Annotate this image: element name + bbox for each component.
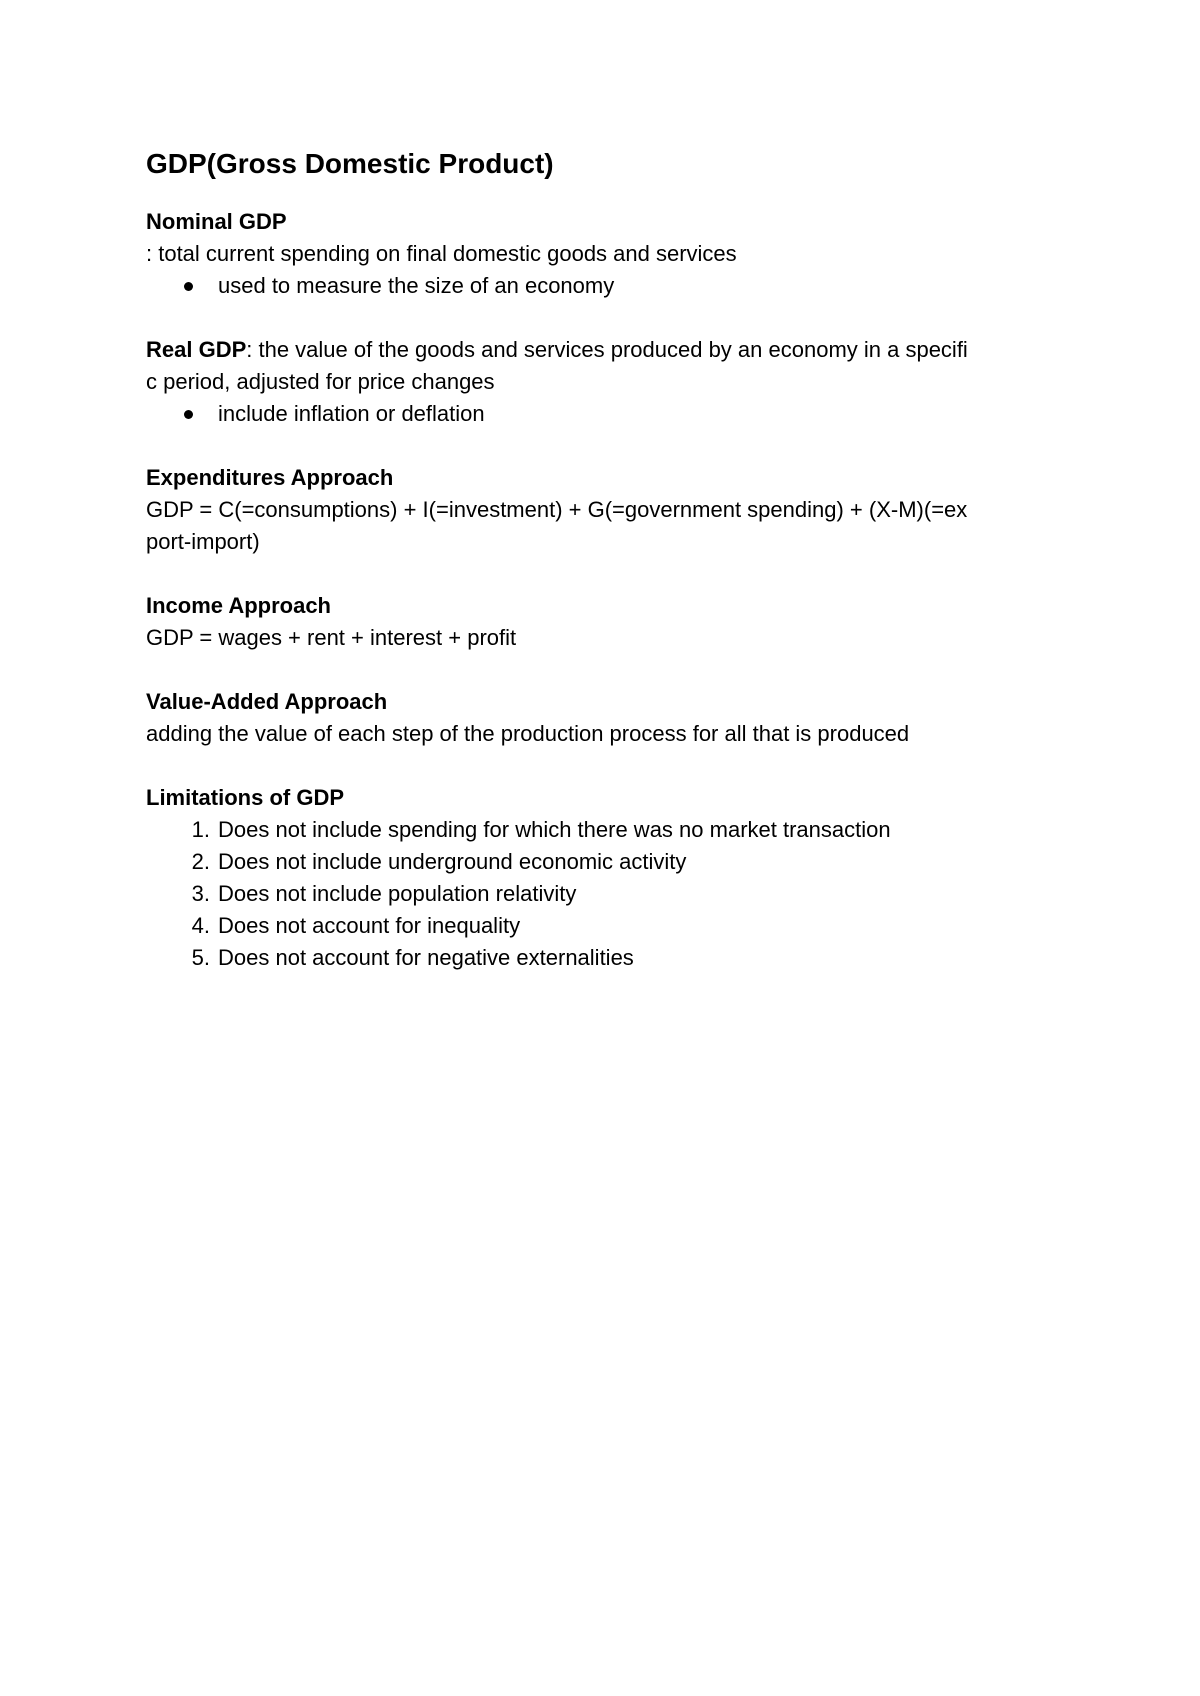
list-item-text: Does not account for inequality — [218, 913, 521, 938]
list-item-text: Does not include underground economic activity — [218, 849, 687, 874]
income-approach-heading: Income Approach — [146, 593, 331, 618]
list-item — [191, 878, 1066, 910]
document-content — [146, 144, 1066, 1006]
expenditures-formula-line-1: GDP = C(=consumptions) + I(=investment) + G(=government spending) + (X-M)(=ex — [146, 497, 968, 522]
expenditures-formula-line-2: port-import) — [146, 529, 260, 554]
list-number: 4. — [191, 913, 210, 938]
income-formula: GDP = wages + rent + interest + profit — [146, 625, 517, 650]
limitations-list — [146, 814, 1066, 974]
value-added-description: adding the value of each step of the production process for all that is produced — [146, 721, 910, 746]
section-real-gdp — [146, 334, 1066, 430]
list-item — [191, 814, 1066, 846]
list-item-text: Does not include population relativity — [218, 881, 577, 906]
real-gdp-paragraph — [146, 334, 1066, 398]
nominal-gdp-definition: : total current spending on final domestic goods and services — [146, 241, 737, 266]
list-number: 3. — [191, 881, 210, 906]
list-item — [218, 270, 1066, 302]
list-item — [191, 942, 1066, 974]
real-gdp-definition-part-1: : the value of the goods and services produced by an economy in a specifi — [246, 337, 968, 362]
list-item — [191, 910, 1066, 942]
limitations-heading: Limitations of GDP — [146, 785, 344, 810]
section-limitations-of-gdp — [146, 782, 1066, 974]
real-gdp-heading: Real GDP — [146, 337, 247, 362]
list-number: 1. — [191, 817, 210, 842]
list-number: 5. — [191, 945, 210, 970]
real-gdp-line-1 — [146, 334, 1066, 366]
expenditures-approach-heading: Expenditures Approach — [146, 465, 394, 490]
list-item-text: Does not include spending for which there was no market transaction — [218, 817, 891, 842]
section-income-approach — [146, 590, 1066, 654]
nominal-gdp-heading: Nominal GDP — [146, 209, 287, 234]
nominal-gdp-bullet-list — [146, 270, 1066, 302]
section-expenditures-approach — [146, 462, 1066, 558]
list-item — [191, 846, 1066, 878]
section-nominal-gdp — [146, 206, 1066, 302]
bullet-text: include inflation or deflation — [218, 401, 485, 426]
list-item — [218, 398, 1066, 430]
real-gdp-definition-part-2: c period, adjusted for price changes — [146, 369, 495, 394]
list-item-text: Does not account for negative externalities — [218, 945, 634, 970]
bullet-icon — [184, 410, 193, 419]
document-title: GDP(Gross Domestic Product) — [146, 148, 554, 179]
value-added-approach-heading: Value-Added Approach — [146, 689, 388, 714]
real-gdp-bullet-list — [146, 398, 1066, 430]
section-value-added-approach — [146, 686, 1066, 750]
bullet-icon — [184, 282, 193, 291]
bullet-text: used to measure the size of an economy — [218, 273, 615, 298]
list-number: 2. — [191, 849, 210, 874]
